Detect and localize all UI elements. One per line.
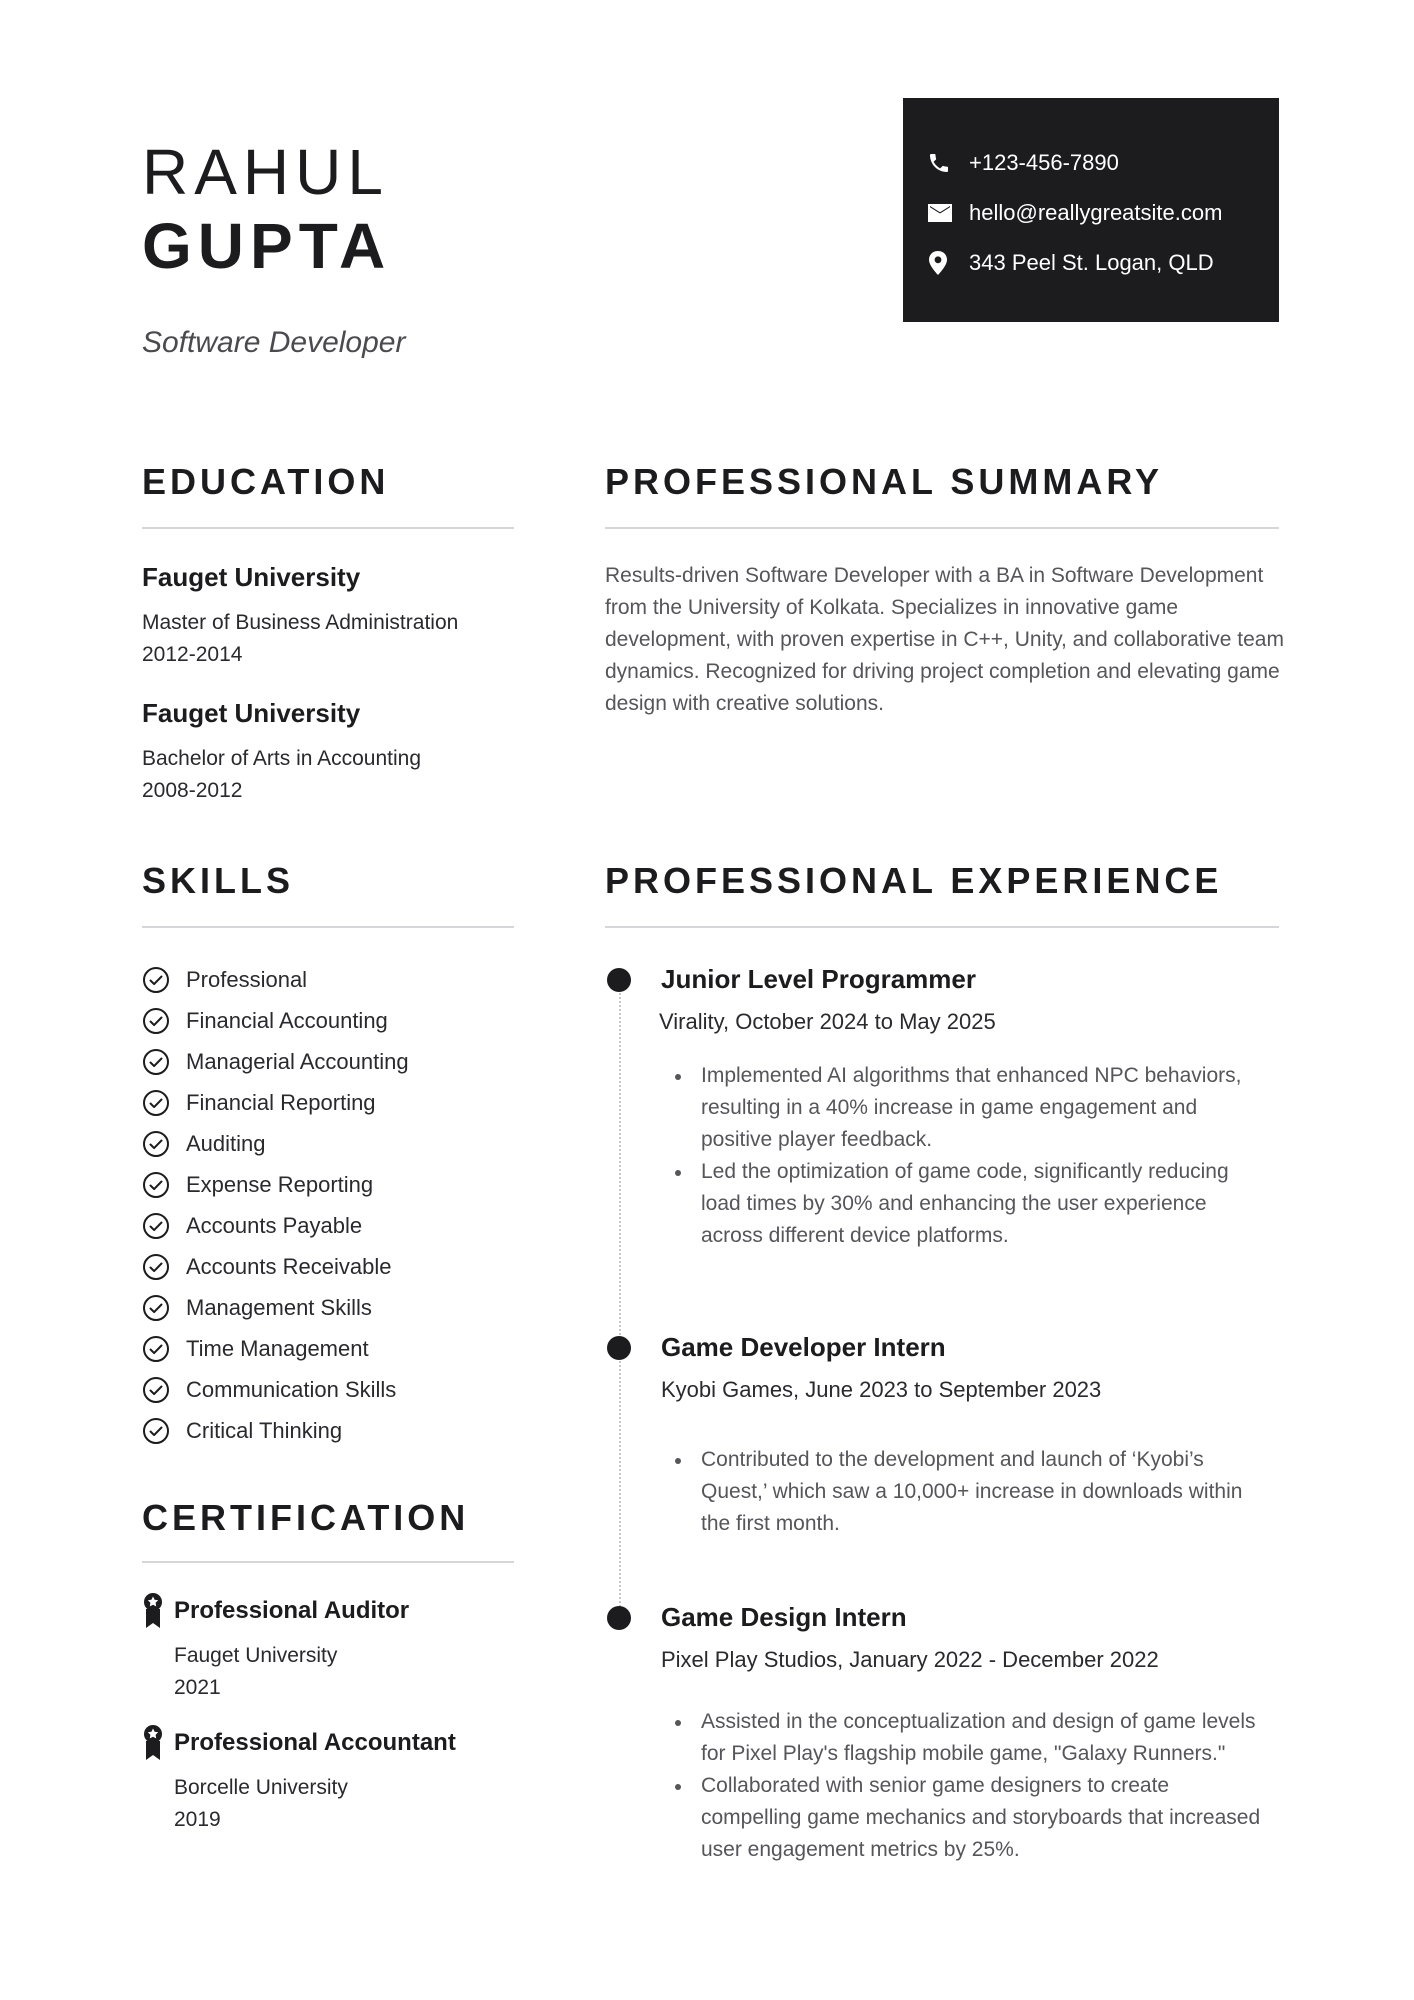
skill-item — [142, 1205, 409, 1246]
certification-divider — [142, 1561, 514, 1563]
skill-item — [142, 1164, 409, 1205]
skills-heading: SKILLS — [142, 860, 295, 901]
job-position: Junior Level Programmer — [661, 964, 976, 994]
contact-email[interactable] — [927, 188, 1279, 238]
skill-label: Managerial Accounting — [186, 1048, 409, 1074]
certification-name: Professional Accountant — [174, 1729, 456, 1756]
job-bullets — [701, 1706, 1261, 1866]
skill-label: Accounts Payable — [186, 1212, 363, 1238]
skill-item — [142, 1369, 409, 1410]
education-item — [142, 562, 512, 671]
certification-issuer: Borcelle University — [174, 1776, 348, 1799]
summary-heading: PROFESSIONAL SUMMARY — [605, 461, 1164, 502]
skill-item — [142, 1246, 409, 1287]
job-bullet: Assisted in the conceptualization and design of game levels for Pixel Play's flagship mobile game, "Galaxy Runners." — [701, 1706, 1261, 1770]
skill-item — [142, 1000, 409, 1041]
certification-year: 2021 — [174, 1676, 221, 1699]
experience-job — [605, 962, 1295, 1252]
check-circle-icon — [142, 1048, 170, 1076]
mail-icon — [927, 199, 959, 227]
check-circle-icon — [142, 1376, 170, 1404]
skill-label: Communication Skills — [186, 1376, 397, 1402]
contact-phone-text: +123-456-7890 — [969, 150, 1119, 175]
check-circle-icon — [142, 1089, 170, 1117]
job-bullets — [701, 1444, 1261, 1540]
job-bullet: Collaborated with senior game designers to create compelling game mechanics and storyboards that increased user engagement metrics by 25%. — [701, 1770, 1261, 1866]
job-bullets — [701, 1060, 1261, 1252]
skill-label: Time Management — [186, 1335, 369, 1361]
contact-address — [927, 238, 1279, 288]
certification-item — [142, 1724, 522, 1836]
job-company: Kyobi Games, June 2023 to September 2023 — [661, 1377, 1102, 1402]
skill-label: Management Skills — [186, 1294, 372, 1320]
certification-issuer: Fauget University — [174, 1644, 338, 1667]
job-bullet: Implemented AI algorithms that enhanced NPC behaviors, resulting in a 40% increase in game engagement and positive player feedback. — [701, 1060, 1261, 1156]
skill-label: Expense Reporting — [186, 1171, 374, 1197]
education-degree: Bachelor of Arts in Accounting — [142, 747, 421, 770]
first-name: RAHUL — [142, 136, 389, 208]
certification-name: Professional Auditor — [174, 1597, 410, 1624]
skill-item — [142, 959, 409, 1000]
location-pin-icon — [927, 249, 959, 277]
skills-divider — [142, 926, 514, 928]
skill-label: Accounts Receivable — [186, 1253, 392, 1279]
certification-item — [142, 1592, 522, 1704]
job-position: Game Design Intern — [661, 1602, 907, 1632]
skill-label: Professional — [186, 966, 308, 992]
education-heading: EDUCATION — [142, 461, 390, 502]
job-bullet: Led the optimization of game code, significantly reducing load times by 30% and enhancing the user experience across different device platforms. — [701, 1156, 1261, 1252]
check-circle-icon — [142, 1171, 170, 1199]
award-ribbon-icon — [142, 1724, 164, 1762]
timeline-dot — [607, 1336, 631, 1360]
experience-job — [605, 1600, 1295, 1866]
job-bullet: Contributed to the development and launch of ‘Kyobi’s Quest,’ which saw a 10,000+ increase in downloads within the first month. — [701, 1444, 1261, 1540]
check-circle-icon — [142, 1294, 170, 1322]
contact-phone[interactable] — [927, 138, 1279, 188]
phone-icon — [927, 149, 959, 177]
skills-list — [142, 959, 409, 1451]
skill-item — [142, 1041, 409, 1082]
certification-heading: CERTIFICATION — [142, 1497, 470, 1538]
check-circle-icon — [142, 966, 170, 994]
skill-label: Financial Accounting — [186, 1007, 388, 1033]
check-circle-icon — [142, 1417, 170, 1445]
skill-label: Financial Reporting — [186, 1089, 376, 1115]
education-years: 2008-2012 — [142, 779, 243, 802]
contact-email-text: hello@reallygreatsite.com — [969, 200, 1223, 225]
check-circle-icon — [142, 1007, 170, 1035]
check-circle-icon — [142, 1335, 170, 1363]
job-position: Game Developer Intern — [661, 1332, 946, 1362]
skill-item — [142, 1123, 409, 1164]
experience-divider — [605, 926, 1279, 928]
contact-address-text: 343 Peel St. Logan, QLD — [969, 250, 1214, 275]
education-school: Fauget University — [142, 562, 361, 592]
education-degree: Master of Business Administration — [142, 611, 459, 634]
certification-year: 2019 — [174, 1808, 221, 1831]
summary-divider — [605, 527, 1279, 529]
check-circle-icon — [142, 1130, 170, 1158]
award-ribbon-icon — [142, 1592, 164, 1630]
education-divider — [142, 527, 514, 529]
last-name: GUPTA — [142, 210, 392, 282]
skill-item — [142, 1328, 409, 1369]
job-company: Pixel Play Studios, January 2022 - December 2022 — [661, 1647, 1159, 1672]
timeline-dot — [607, 1606, 631, 1630]
check-circle-icon — [142, 1212, 170, 1240]
education-years: 2012-2014 — [142, 643, 243, 666]
experience-heading: PROFESSIONAL EXPERIENCE — [605, 860, 1223, 901]
timeline-dot — [607, 968, 631, 992]
check-circle-icon — [142, 1253, 170, 1281]
skill-item — [142, 1287, 409, 1328]
job-company: Virality, October 2024 to May 2025 — [659, 1009, 996, 1034]
education-item — [142, 698, 512, 807]
skill-item — [142, 1082, 409, 1123]
education-school: Fauget University — [142, 698, 361, 728]
skill-item — [142, 1410, 409, 1451]
experience-job — [605, 1330, 1295, 1540]
skill-label: Auditing — [186, 1130, 266, 1156]
skill-label: Critical Thinking — [186, 1417, 343, 1443]
contact-box — [903, 98, 1279, 322]
summary-text: Results-driven Software Developer with a BA in Software Development from the University of Kolkata. Specializes in innovative game development, with proven expertise in C++, Unity, and collaborative team dynamics. Recognized for driving project completion and elevating game design with creative solutions. — [605, 564, 1284, 715]
job-title: Software Developer — [142, 326, 406, 359]
